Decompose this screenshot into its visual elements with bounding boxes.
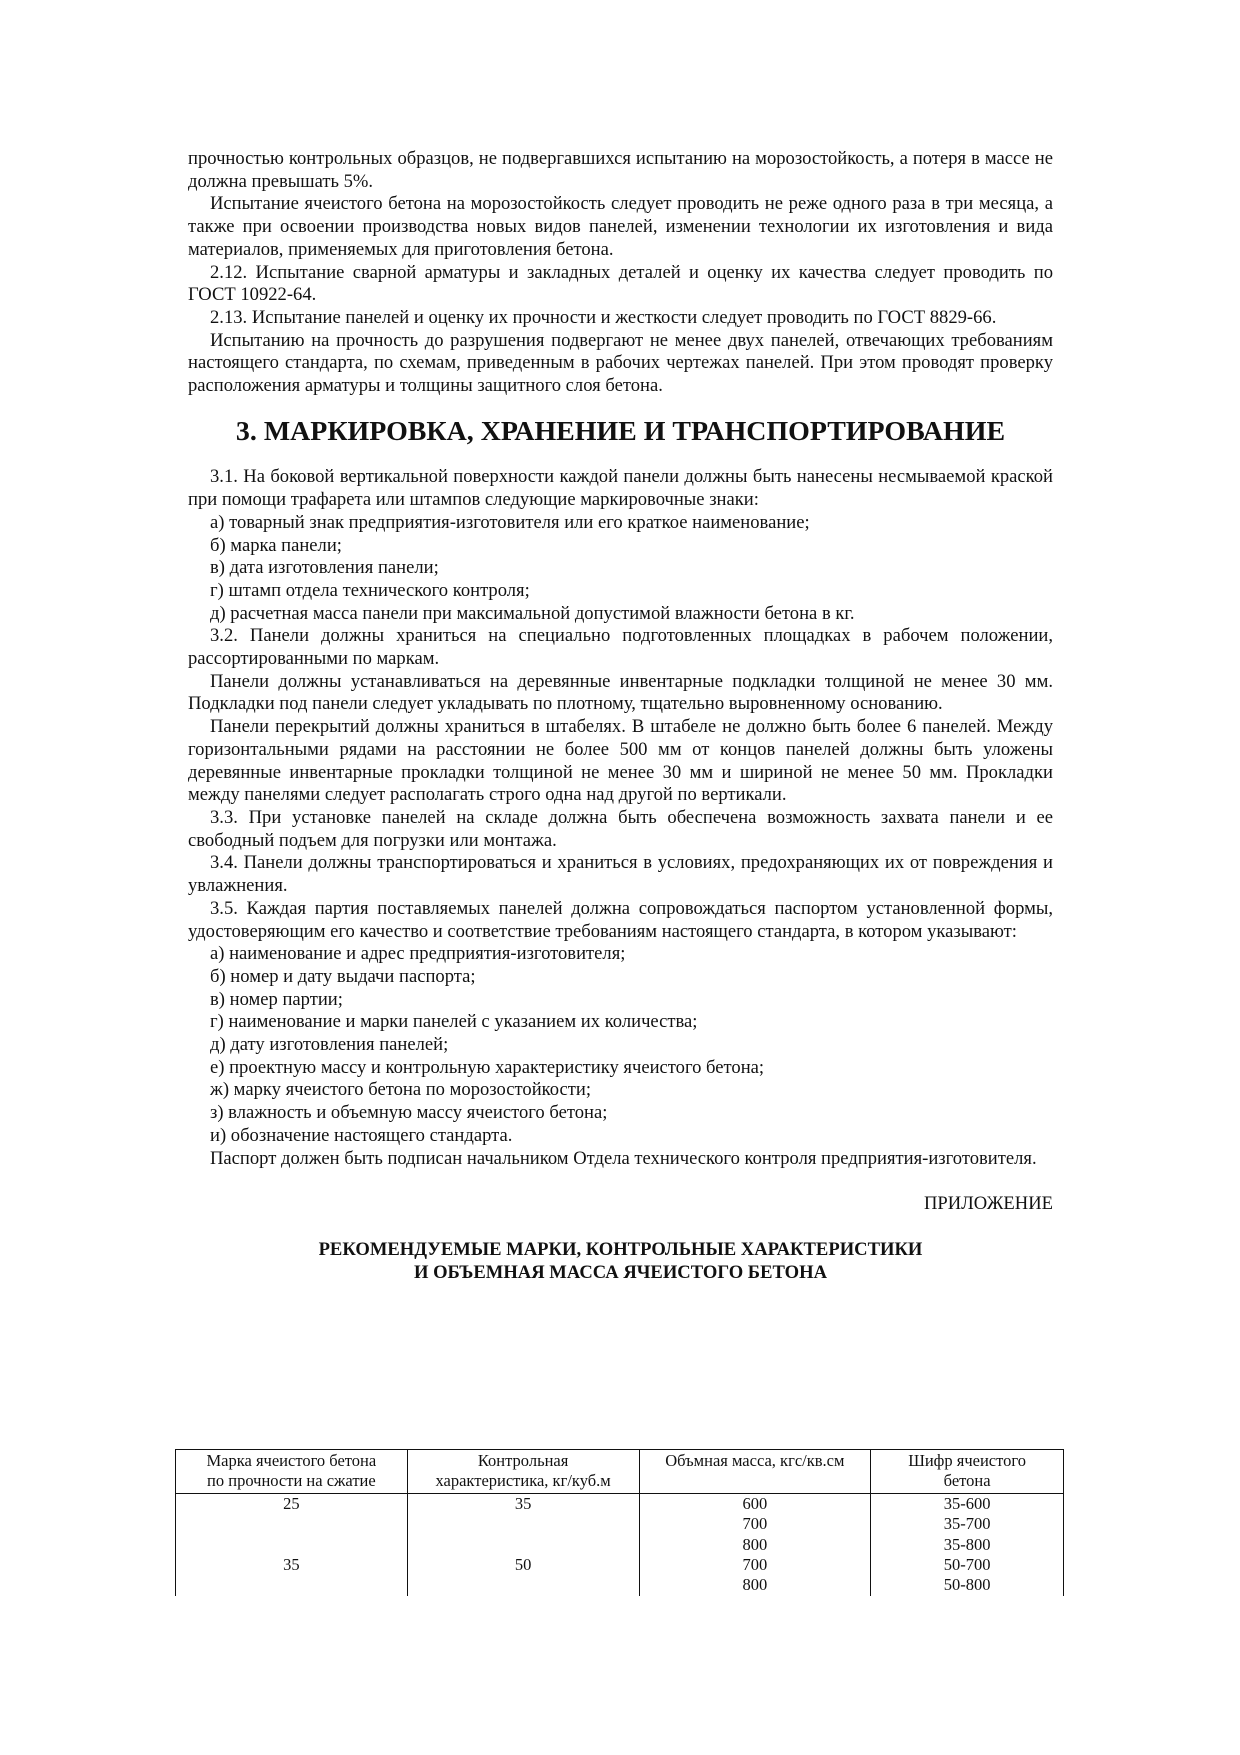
table-cell: 35 <box>407 1493 639 1514</box>
clause-3-5: 3.5. Каждая партия поставляемых панелей должна сопровождаться паспортом установленной формы, удостоверяющим его качество и соответствие требованиям настоящего стандарта, в котором указывают: <box>188 897 1053 942</box>
appendix-title <box>188 1239 1053 1284</box>
table-cell: 700 <box>639 1555 871 1575</box>
concrete-grades-table <box>175 1449 1064 1596</box>
appendix-label: ПРИЛОЖЕНИЕ <box>923 1193 1053 1215</box>
table-cell <box>407 1514 639 1534</box>
passport-list-item: ж) марку ячеистого бетона по морозостойкости; <box>210 1079 592 1101</box>
table-cell: 35-600 <box>871 1493 1064 1514</box>
passport-list-item: з) влажность и объемную массу ячеистого бетона; <box>210 1102 608 1124</box>
clause-3-3: 3.3. При установке панелей на складе должна быть обеспечена возможность захвата панели и ее свободный подъем для погрузки или монтажа. <box>188 806 1053 851</box>
table-row <box>176 1493 1064 1514</box>
table-cell <box>407 1575 639 1595</box>
table-row <box>176 1575 1064 1595</box>
clause-2-13: 2.13. Испытание панелей и оценку их прочности и жесткости следует проводить по ГОСТ 8829-66. <box>210 306 997 328</box>
column-header-control-characteristic: Контрольная характеристика, кг/куб.м <box>407 1450 639 1494</box>
table-cell: 600 <box>639 1493 871 1514</box>
table-cell: 35-800 <box>871 1535 1064 1555</box>
passport-list-item: б) номер и дату выдачи паспорта; <box>210 965 476 987</box>
intro-paragraph-2: Испытание ячеистого бетона на морозостойкость следует проводить не реже одного раза в три месяца, а также при освоении производства новых видов панелей, изменении технологии их изготовления и вида материалов, применяемых для приготовления бетона. <box>188 193 1053 260</box>
appendix-title-line-2: И ОБЪЕМНАЯ МАССА ЯЧЕИСТОГО БЕТОНА <box>413 1261 828 1283</box>
marking-list-item: г) штамп отдела технического контроля; <box>210 579 530 601</box>
table-row <box>176 1535 1064 1555</box>
table-cell <box>176 1535 408 1555</box>
table-cell: 800 <box>639 1575 871 1595</box>
column-header-strength-grade: Марка ячеистого бетона по прочности на сжатие <box>176 1450 408 1494</box>
passport-list-item: в) номер партии; <box>210 988 343 1010</box>
table-cell: 800 <box>639 1535 871 1555</box>
table-cell <box>176 1514 408 1534</box>
table-cell <box>407 1535 639 1555</box>
appendix-title-line-1: РЕКОМЕНДУЕМЫЕ МАРКИ, КОНТРОЛЬНЫЕ ХАРАКТЕРИСТИКИ <box>318 1238 923 1260</box>
marking-list-item: а) товарный знак предприятия-изготовителя или его краткое наименование; <box>210 511 810 533</box>
marking-list-item: д) расчетная масса панели при максимальной допустимой влажности бетона в кг. <box>210 602 855 624</box>
table-header-row <box>176 1450 1064 1494</box>
passport-list-item: д) дату изготовления панелей; <box>210 1034 449 1056</box>
table-row <box>176 1555 1064 1575</box>
column-header-bulk-density: Объмная масса, кгс/кв.см <box>639 1450 871 1494</box>
column-header-concrete-code: Шифр ячеистого бетона <box>871 1450 1064 1494</box>
marking-list-item: б) марка панели; <box>210 534 342 556</box>
storage-paragraph-supports: Панели должны устанавливаться на деревянные инвентарные подкладки толщиной не менее 30 мм. Подкладки под панели следует укладывать по плотному, тщательно выровненному основанию. <box>188 670 1053 715</box>
table-row <box>176 1514 1064 1534</box>
clause-3-4: 3.4. Панели должны транспортироваться и храниться в условиях, предохраняющих их от повреждения и увлажнения. <box>188 852 1053 897</box>
passport-list-item: и) обозначение настоящего стандарта. <box>210 1124 513 1146</box>
storage-paragraph-stacks: Панели перекрытий должны храниться в штабелях. В штабеле не должно быть более 6 панелей. Между горизонтальными рядами на расстоянии не более 500 мм от концов панелей должны быть уложены деревянные инвентарные прокладки толщиной не менее 30 мм и шириной не менее 50 мм. Прокладки между панелями следует располагать строго одна над другой по вертикали. <box>188 716 1053 806</box>
passport-list-item: г) наименование и марки панелей с указанием их количества; <box>210 1011 698 1033</box>
passport-list-item: е) проектную массу и контрольную характеристику ячеистого бетона; <box>210 1056 765 1078</box>
table-cell: 50-800 <box>871 1575 1064 1595</box>
passport-signature-paragraph: Паспорт должен быть подписан начальником Отдела технического контроля предприятия-изготовителя. <box>210 1147 1037 1169</box>
intro-paragraph-5: Испытанию на прочность до разрушения подвергают не менее двух панелей, отвечающих требованиям настоящего стандарта, по схемам, приведенным в рабочих чертежах панелей. При этом проводят проверку расположения арматуры и толщины защитного слоя бетона. <box>188 329 1053 397</box>
table-cell: 700 <box>639 1514 871 1534</box>
passport-list-item: а) наименование и адрес предприятия-изготовителя; <box>210 943 626 965</box>
table-cell: 35-700 <box>871 1514 1064 1534</box>
table-cell: 50 <box>407 1555 639 1575</box>
table-cell <box>176 1575 408 1595</box>
section-3-title: 3. МАРКИРОВКА, ХРАНЕНИЕ И ТРАНСПОРТИРОВАНИЕ <box>235 415 1006 447</box>
table-cell: 50-700 <box>871 1555 1064 1575</box>
clause-2-12: 2.12. Испытание сварной арматуры и закладных деталей и оценку их качества следует проводить по ГОСТ 10922-64. <box>188 261 1053 306</box>
marking-list-item: в) дата изготовления панели; <box>210 557 439 579</box>
document-page <box>188 148 1053 1307</box>
table-cell: 25 <box>176 1493 408 1514</box>
intro-paragraph-1: прочностью контрольных образцов, не подвергавшихся испытанию на морозостойкость, а потеря в массе не должна превышать 5%. <box>188 148 1053 192</box>
clause-3-1: 3.1. На боковой вертикальной поверхности каждой панели должны быть нанесены несмываемой краской при помощи трафарета или штампов следующие маркировочные знаки: <box>188 466 1053 511</box>
table-cell: 35 <box>176 1555 408 1575</box>
clause-3-2: 3.2. Панели должны храниться на специально подготовленных площадках в рабочем положении, рассортированными по маркам. <box>188 625 1053 670</box>
